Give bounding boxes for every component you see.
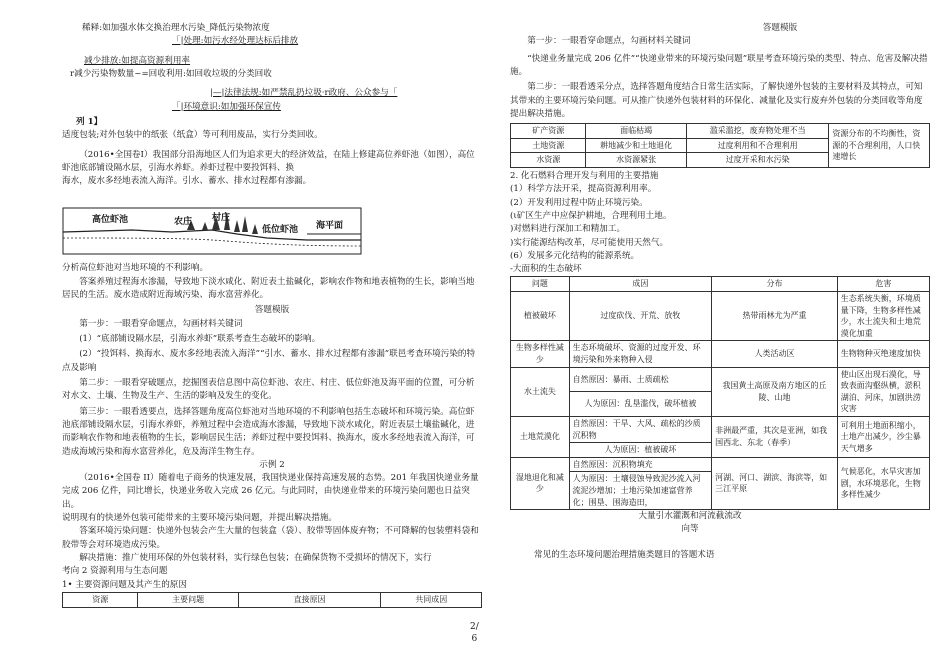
eco-issue-cell: 土地荒漠化 — [511, 417, 570, 458]
eco-issue-cell: 植被破坏 — [511, 292, 570, 341]
eco-cause-cell: 自然原因：暴雨、土质疏松 — [569, 367, 711, 392]
measure-recycle: r减少污染物数量~=回收利用:如回收垃圾的分类回收 — [70, 68, 272, 79]
label-village: 村庄 — [212, 213, 231, 224]
measure-2: (2）开发利用过程中防止环境污染。 — [510, 197, 648, 208]
eco-dist-cell: 河湖、河口、湖滨、海滨等，如三江平原 — [712, 457, 838, 509]
page-number-current: 2/ — [470, 622, 479, 632]
resource-cell: 矿产资源 — [511, 124, 586, 139]
issue-cell: 水资源紧张 — [586, 153, 687, 168]
point-1-heading: 1• 主要资源问题及其产生的原因 — [62, 579, 187, 590]
label-farm: 农庄 — [174, 217, 193, 228]
th-common-cause: 共同成因 — [381, 592, 482, 607]
eco-harm-cell: 可利用土地面积缩小，土地产出减少，沙尘暴天气增多 — [837, 417, 929, 458]
eco-cause-cell: 过度砍伐、开荒、放牧 — [569, 292, 711, 341]
resource-issue-table — [510, 123, 930, 168]
eco-harm-cell: 气候恶化，水旱灾害加剧，水环境恶化，生物多样性减少 — [837, 457, 929, 509]
step-1-right: 第一步：一眼看穿命题点，勾画材料关键词 — [527, 36, 691, 47]
eco-dist-cell: 我国黄土高原及南方地区的丘陵、山地 — [712, 367, 838, 416]
example-2016-intro: （2016•全国卷I）我国部分沿海地区人们为追求更大的经济效益，在陆上修建高位养虾池（如图），高位虾池底部铺设隔水层，引海水养虾。养虾过程中要投饵料、换 — [62, 149, 475, 173]
resource-issue-table-head — [62, 592, 482, 608]
answer-1: 答案养殖过程海水渗漏，导致地下淡水咸化、附近表土盐碱化，影响农作物和地表植物的生长，影响当地居民的生活。废水造成附近海域污染、海水富营养化。 — [62, 276, 475, 301]
eco-dist-cell: 人类活动区 — [712, 341, 838, 367]
eco-cause-cell: 人为原因：乱垦滥伐，破坏植被 — [569, 392, 711, 417]
example-2016-intro-2: 海水，废水多经地表流入海洋。引水、蓄水、排水过程都有渗漏。 — [62, 176, 312, 187]
cause-cell: 过度开采和水污染 — [686, 153, 828, 168]
after-table-2: 向等 — [681, 524, 699, 535]
after-table-1: 大量引水灌溉和河流截流改 — [638, 511, 742, 522]
topic-2-heading: 考向 2 资源利用与生态问题 — [62, 566, 168, 577]
example-2-answer: 答案环境污染问题：快递外包装会产生大量的包装盒（袋）、胶带等固体废弃物；不可降解的包装塑料袋和胶带等会对环境造成污染。 — [62, 526, 479, 550]
th-main-issue: 主要问题 — [138, 592, 239, 607]
eco-th-cause: 成因 — [569, 277, 711, 292]
eco-th-distribution: 分布 — [712, 277, 838, 292]
eco-harm-cell: 使山区出现石漠化，导致表面沟壑纵横，淤积湖泊、河床，加剧洪涝灾害 — [837, 367, 929, 416]
step-1-right-text: “快递业务量完成 206 亿件”“快递业带来的环境污染问题”联星考查环境污染的类型、特点、危害及解决措施。 — [510, 53, 928, 77]
cause-cell: 过度利用和不合理利用 — [686, 138, 828, 153]
final-heading: 常见的生态环境问题治理措施类题目的答题术语 — [534, 549, 715, 560]
eco-issue-cell: 生物多样性减少 — [511, 341, 570, 367]
eco-cause-cell: 生态环境破坏、资源的过度开发、环境污染和外来物种入侵 — [569, 341, 711, 367]
point-2-heading: 2. 化石燃料合理开发与利用的主要措施 — [510, 170, 659, 181]
measure-5: )实行能源结构改革，尽可能使用天然气。 — [510, 237, 669, 248]
label-low-pond: 低位虾池 — [262, 225, 299, 236]
eco-harm-cell: 生态系统失衡，环境质量下降，生物多样性减少，水土流失和土地荒漠化加重 — [837, 292, 929, 341]
th-direct-cause: 直接原因 — [238, 592, 380, 607]
label-high-pond: 高位虾池 — [92, 215, 129, 226]
measure-1: (1）科学方法开采，提高资源利用率。 — [510, 184, 657, 195]
page-number — [470, 622, 479, 645]
eco-issue-cell: 水土流失 — [511, 367, 570, 416]
eco-issue-cell: 湿地退化和减少 — [511, 457, 570, 509]
right-column — [510, 22, 930, 562]
issue-cell: 耕地减少和土地退化 — [586, 138, 687, 153]
label-sea-level: 海平面 — [316, 221, 344, 232]
common-cause-cell: 资源分布的不均衡性，资源的不合理利用，人口快速增长 — [829, 124, 930, 168]
measure-4: )对燃料进行深加工和精加工。 — [510, 224, 626, 235]
measure-dilute: 稀释:如加强水体交换治理水污染_降低污染物浓度 — [82, 23, 270, 33]
template-title-right: 答题模版 — [762, 23, 798, 33]
measure-3: (ι矿区生产中应保护耕地，合理利用土地。 — [510, 210, 672, 221]
measure-treat: 「|处理:如污水经处理达标后排放 — [172, 36, 299, 47]
example-1-label: 列 1】 — [76, 116, 103, 127]
eco-cause-cell: 人为原因：土壤侵蚀导致泥沙流入河流泥沙增加；土地污染加速富营养化；围垦、围海造田， — [569, 472, 711, 510]
eco-th-issue: 问题 — [511, 277, 570, 292]
cause-cell: 滥采滥挖，废弃物处理不当 — [686, 124, 828, 139]
step-1-point-b: (2）“投饵料、换海水、废水多经地表流入海洋”“引水、蓄水、排水过程都有渗漏”联邑考查环境污染的特点及影响 — [62, 349, 476, 373]
measure-6: (6）发展多元化结构的能源系统。 — [510, 250, 640, 261]
resource-cell: 土地资源 — [511, 138, 586, 153]
step-3-left: 第三步：一眼看透要点，选择答题角度高位虾池对当地环境的不利影响包括生态破坏和环境污染。高位虾池底部铺设隔水层，引海水养虾，养殖过程中会造成海水渗漏，导致地下淡水咸化，附近表层土壤盐碱化，进而影响农作物和地表植物的生长，影响居民生活；养虾过程中要投饵料、换海水，废水多经地表流入海洋，可造成海域污染和海水富营养化，危及海洋生物生存。 — [62, 406, 475, 457]
step-1-left: 第一步：一眼看穿命题点，勾画材料关键词 — [79, 318, 243, 329]
eco-cause-cell: 人为原因：植被破坏 — [569, 443, 711, 458]
left-column — [62, 22, 482, 608]
point-3-heading: -大面积的生态破坏 — [510, 264, 582, 275]
eco-cause-cell: 自然原因：沉积物填充 — [569, 457, 711, 472]
shrimp-pond-diagram — [62, 194, 362, 256]
resource-cell: 水资源 — [511, 153, 586, 168]
measure-reduce: 减少排放:如提高资源利用率 — [84, 55, 191, 66]
question-1: 分析高位虾池对当地环境的不利影响。 — [62, 263, 209, 274]
th-resource: 资源 — [63, 592, 138, 607]
step-2-right: 第二步：一眼看透采分点，选择答题角度结合日常生活实际，了解快递外包装的主要材料及其特点，可知其带来的主要环境污染问题。可从推广快递外包装材料的环保化、减量化及实行废弃外包装的分类回收等角度提出解决措施。 — [510, 82, 923, 119]
example-2-question: 说明现有的快递外包装可能带来的主要环境污染问题，并提出解决措施。 — [62, 513, 338, 524]
eco-dist-cell: 非洲最严重，其次是亚洲，如我国西北、东北（春季） — [712, 417, 838, 458]
step-1-point-a: (1）“底部铺设隔水层，引海水养虾”联系考查生态破坏的影响。 — [79, 334, 321, 344]
step-2-left: 第二步：一眼看穿破题点，挖掘图表信息图中高位虾池、农庄、村庄、低位虾池及海平面的位置，可分析对水文、土壤、生物及生产、生活的影响及发生的变化。 — [62, 377, 475, 402]
issue-cell: 面临枯竭 — [586, 124, 687, 139]
packaging-text: 适度包装;对外包装中的纸张（纸盒）等可利用废品，实行分类回收。 — [62, 130, 323, 141]
eco-harm-cell: 生物物种灭绝速度加快 — [837, 341, 929, 367]
eco-cause-cell: 自然原因：干旱、大风、疏松的沙质沉积物 — [569, 417, 711, 443]
example-2-title: 示例 2 — [259, 459, 285, 470]
example-2-text: （2016•全国卷 II）随着电子商务的快速发展，我国快递业保持高速发展的态势。201 年我国快递业务量完成 206 亿件，同比增长，快递业务收入完成 26 亿元。与此同时，由快递业带来的环境污染问题也日益突出。 — [62, 473, 479, 510]
template-title-left: 答题模版 — [254, 305, 290, 316]
eco-dist-cell: 热带雨林尤为严重 — [712, 292, 838, 341]
page-number-total: 6 — [471, 633, 478, 644]
eco-th-harm: 危害 — [837, 277, 929, 292]
measure-awareness: 「|环境意识:如加强环保宣传 — [172, 101, 281, 112]
eco-damage-table — [510, 276, 930, 510]
example-2-solution: 解决措施：推广使用环保的外包装材料，实行绿色包装；在确保货物不受损坏的情况下，实行 — [79, 553, 432, 563]
measure-law: |—|法律法规:如严禁乱扔垃圾·r政府、公众参与「 — [210, 88, 398, 99]
